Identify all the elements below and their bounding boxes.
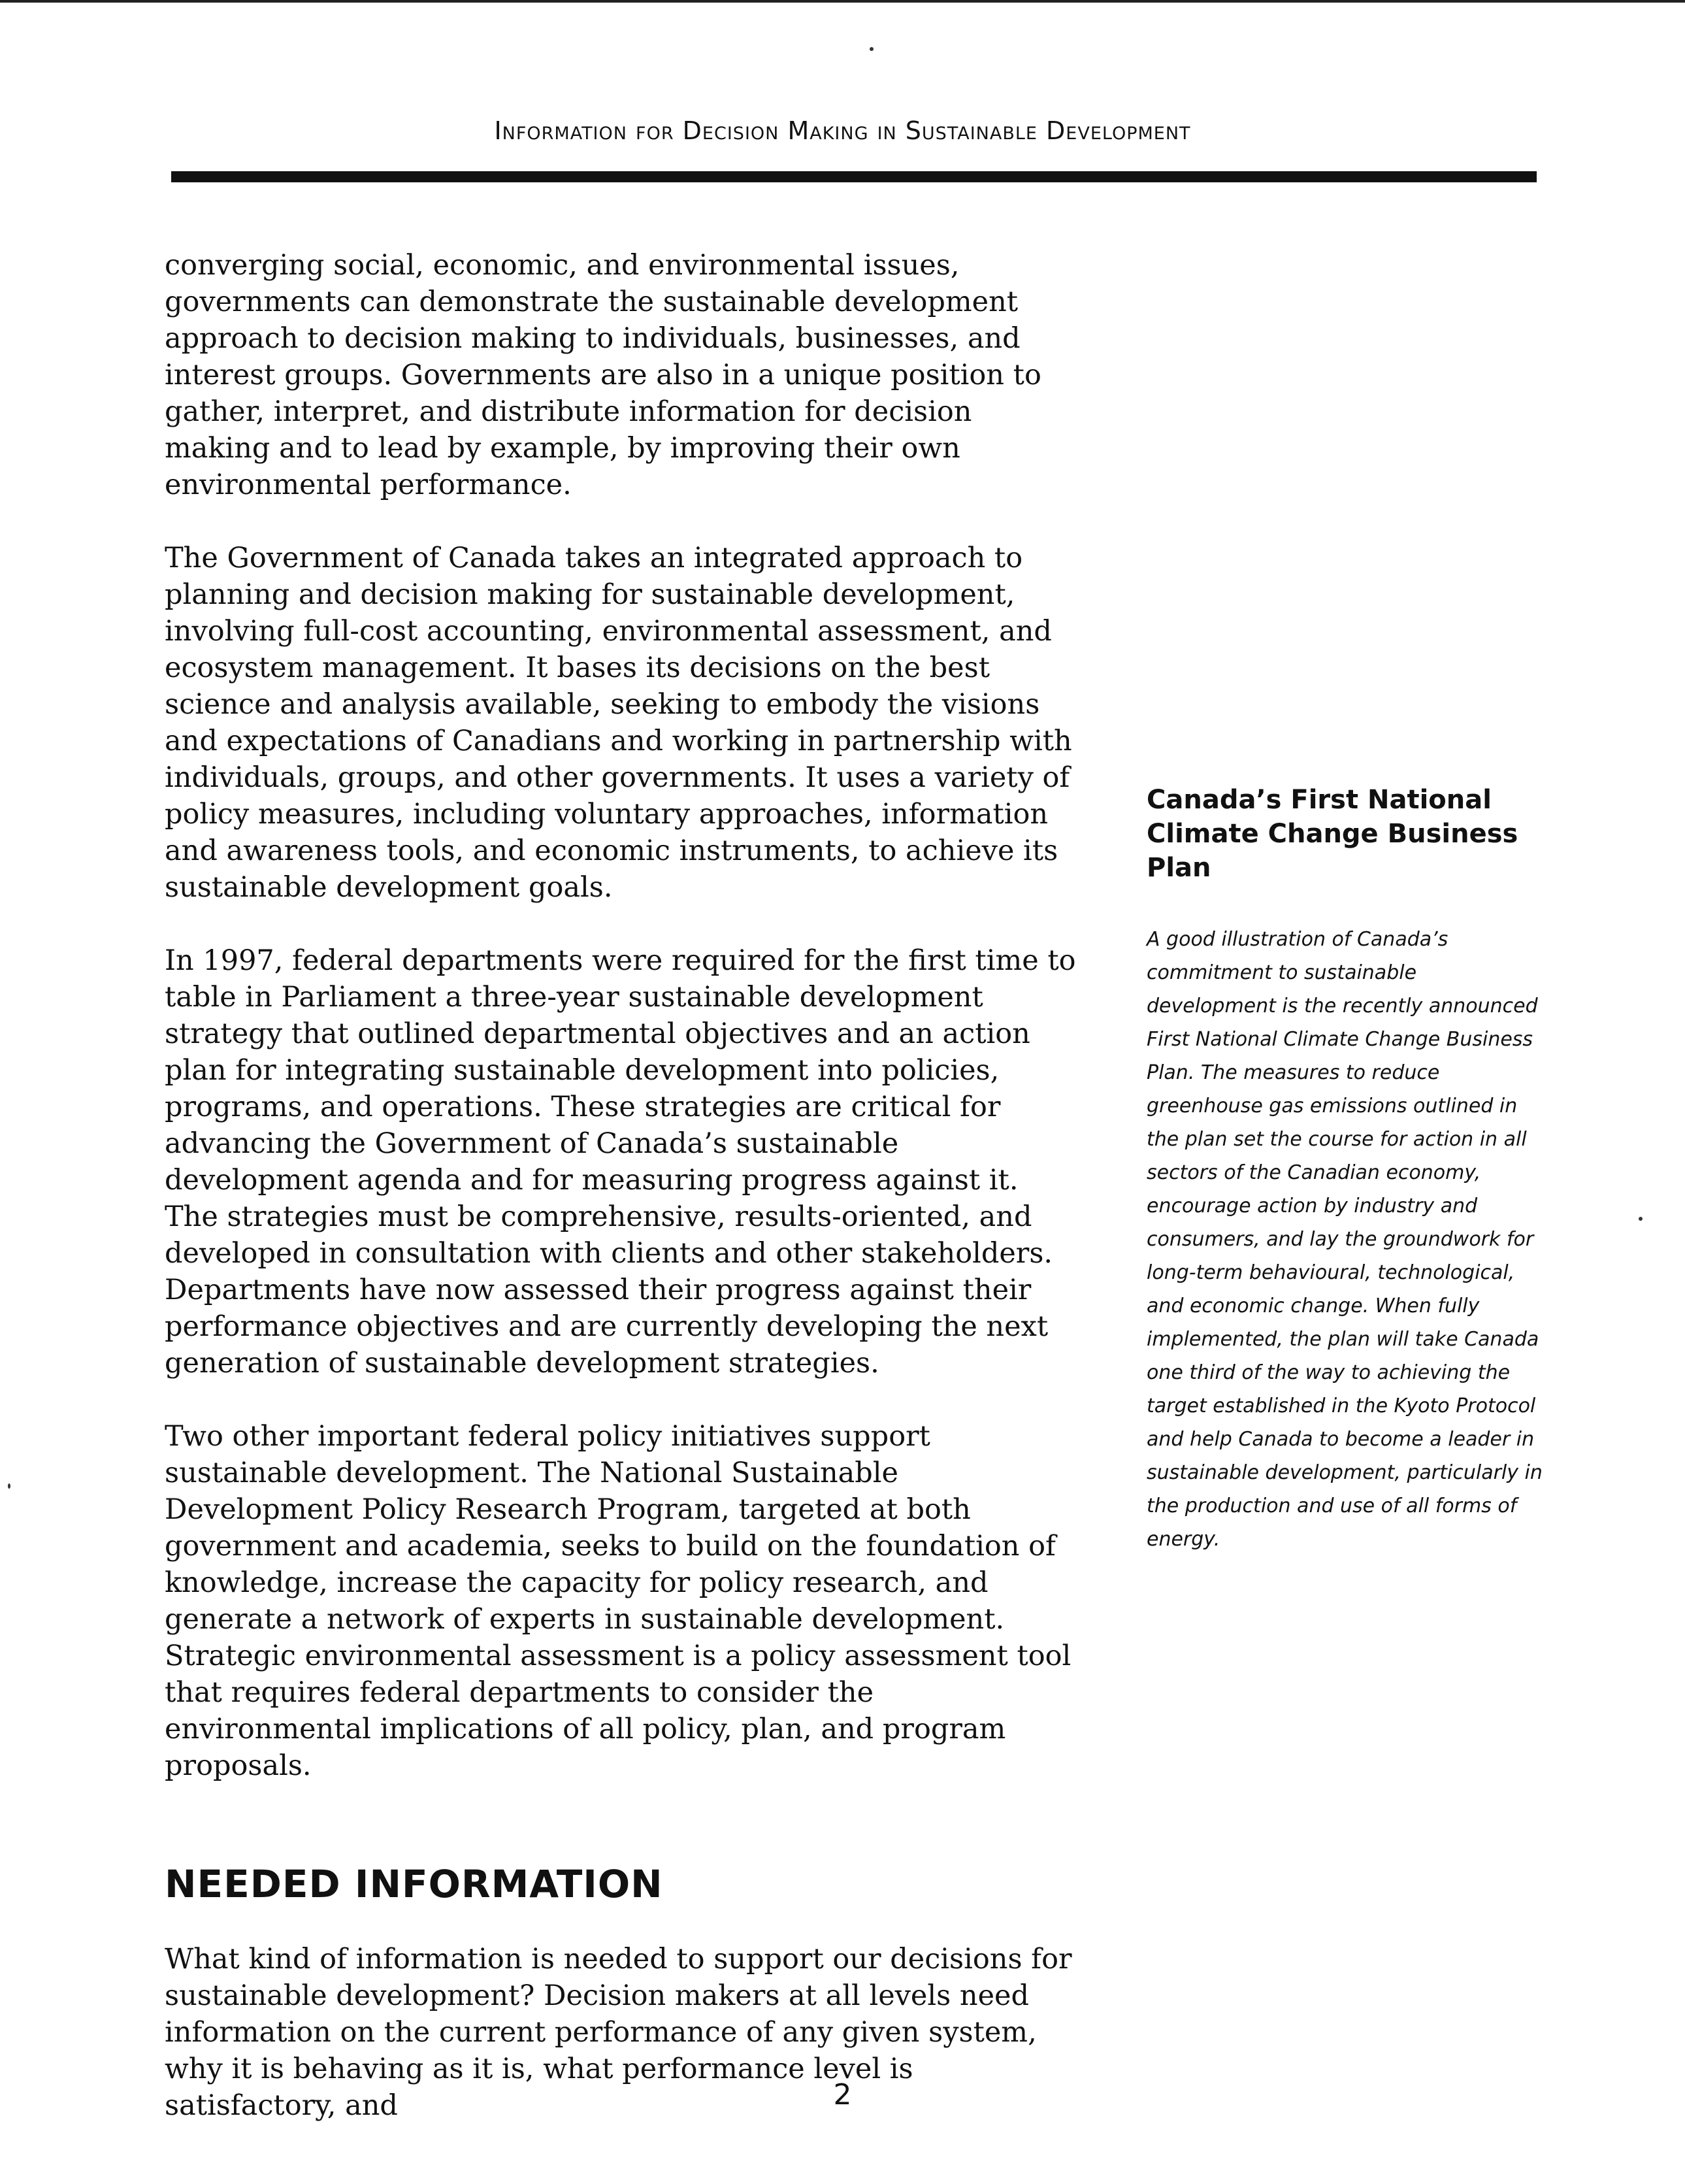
main-column: [165, 247, 1079, 2160]
body-paragraph-4: Two other important federal policy initiatives support sustainable development. The National Sustainable Development Policy Research Program, targeted at both government and academia, seeks to build on the foundation of knowledge, increase the capacity for policy research, and generate a network of experts in sustainable development. Strategic environmental assessment is a policy assessment tool that requires federal departments to consider the environmental implications of all policy, plan, and program proposals.: [165, 1420, 1072, 1782]
page-number: 2: [833, 2078, 852, 2111]
body-paragraph-3: In 1997, federal departments were required for the first time to table in Parliament a three-year sustainable development strategy that outlined departmental objectives and an action plan for integrating sustainable development into policies, programs, and operations. These strategies are critical for advancing the Government of Canada’s sustainable development agenda and for measuring progress against it. The strategies must be comprehensive, results-oriented, and developed in consultation with clients and other stakeholders. Departments have now assessed their progress against their performance objectives and are currently developing the next generation of sustainable development strategies.: [165, 944, 1076, 1380]
running-head: Information for Decision Making in Sustainable Development: [494, 116, 1191, 145]
scan-speck: [870, 47, 874, 51]
body-paragraph-1: converging social, economic, and environmental issues, governments can demonstrate the sustainable development approach to decision making to individuals, businesses, and interest groups. Governments are also in a unique position to gather, interpret, and distribute information for decision making and to lead by example, by improving their own environmental performance.: [165, 249, 1041, 501]
sidebar-box: [1147, 783, 1552, 1556]
section-paragraph: What kind of information is needed to support our decisions for sustainable development? Decision makers at all levels need information on the current performance of any given system, why it is behaving as it is, what performance level is satisfactory, and: [165, 1943, 1072, 2122]
scan-top-edge: [0, 0, 1685, 3]
sidebar-body: A good illustration of Canada’s commitment to sustainable development is the recently announced First National Climate Change Business Plan. The measures to reduce greenhouse gas emissions outlined in the plan set the course for action in all sectors of the Canadian economy, encourage action by industry and consumers, and lay the groundwork for long-term behavioural, technological, and economic change. When fully implemented, the plan will take Canada one third of the way to achieving the target established in the Kyoto Protocol and help Canada to become a leader in sustainable development, particularly in the production and use of all forms of energy.: [1147, 928, 1543, 1551]
body-paragraph-2: The Government of Canada takes an integrated approach to planning and decision making for sustainable development, involving full-cost accounting, environmental assessment, and ecosystem management. It bases its decisions on the best science and analysis available, seeking to embody the visions and expectations of Canadians and working in partnership with individuals, groups, and other governments. It uses a variety of policy measures, including voluntary approaches, information and awareness tools, and economic instruments, to achieve its sustainable development goals.: [165, 542, 1072, 904]
header-rule: [171, 171, 1537, 182]
scan-speck: [8, 1483, 10, 1489]
scan-speck: [1639, 1217, 1643, 1221]
section-heading: NEEDED INFORMATION: [165, 1862, 663, 1906]
sidebar-title: Canada’s First National Climate Change Business Plan: [1147, 785, 1518, 883]
